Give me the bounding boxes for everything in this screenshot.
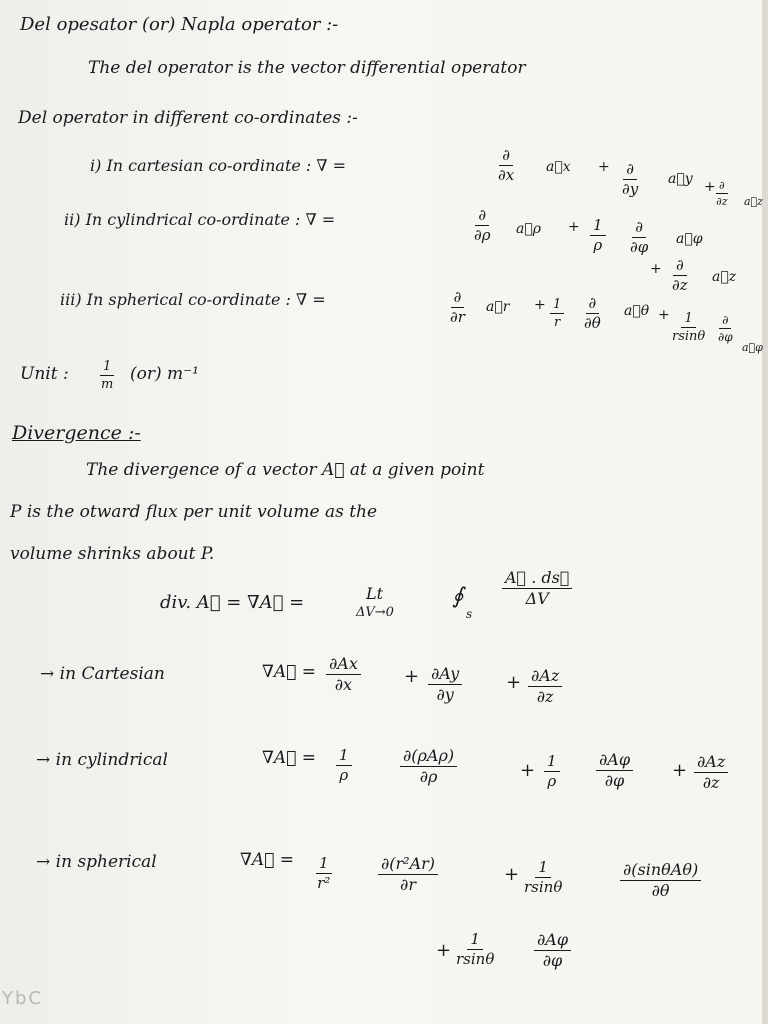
numerator: ∂(r²Ar) <box>378 856 438 875</box>
unit-label: Unit : <box>20 364 69 384</box>
div-cartesian-term-z <box>528 668 562 706</box>
denominator: ∂x <box>334 674 353 694</box>
numerator: 1 <box>681 312 695 328</box>
denominator: ΔV <box>525 588 549 608</box>
heading-del-coordinates: Del operator in different co-ordinates :- <box>18 108 358 128</box>
div-spherical-term-theta <box>620 862 701 900</box>
limit-symbol: Lt <box>366 584 384 603</box>
numerator: ∂(ρAρ) <box>400 748 457 767</box>
denominator: rsinθ <box>524 877 563 896</box>
plus-sign: + <box>650 261 662 277</box>
plus-sign: + <box>672 760 688 781</box>
numerator: 1 <box>316 856 332 874</box>
cylindrical-term-rho <box>474 208 491 244</box>
denominator: ∂x <box>498 165 515 184</box>
numerator: ∂Az <box>528 668 562 687</box>
numerator: ∂ <box>716 180 728 194</box>
denominator: ρ <box>339 765 349 784</box>
div-cylindrical-lhs: ∇A⃗ = <box>262 748 316 768</box>
denominator: ∂r <box>450 307 465 326</box>
plus-sign: + <box>520 760 536 781</box>
unit-alternative: (or) m⁻¹ <box>130 364 199 384</box>
unit-vector-az: a⃗z <box>744 195 763 208</box>
unit-vector-az: a⃗z <box>712 269 737 285</box>
numerator: ∂(sinθAθ) <box>620 862 701 881</box>
denominator: ∂r <box>400 874 416 894</box>
del-definition: The del operator is the vector differential operator <box>88 58 526 78</box>
div-spherical-term-r <box>378 856 438 894</box>
denominator: rsinθ <box>672 328 706 344</box>
cartesian-term-x <box>498 148 514 184</box>
numerator: ∂ <box>623 162 637 180</box>
denominator: ∂z <box>702 772 720 792</box>
heading-del-operator: Del opesator (or) Napla operator :- <box>20 14 339 35</box>
spherical-label: iii) In spherical co-ordinate : ∇ = <box>60 290 326 309</box>
heading-divergence: Divergence :- <box>12 422 141 444</box>
numerator: 1 <box>535 860 551 878</box>
div-cartesian-lhs: ∇A⃗ = <box>262 662 316 682</box>
plus-sign: + <box>436 940 452 961</box>
denominator: ∂θ <box>584 313 601 332</box>
cartesian-term-y <box>622 162 638 198</box>
numerator: 1 <box>550 298 564 314</box>
numerator: 1 <box>100 360 114 376</box>
denominator: m <box>100 376 114 392</box>
plus-sign: + <box>404 666 420 687</box>
numerator: ∂Az <box>694 754 728 773</box>
numerator: ∂Aφ <box>534 932 571 951</box>
unit-vector-aphi: a⃗φ <box>676 231 703 247</box>
numerator: ∂ <box>719 314 731 329</box>
denominator: ρ <box>593 235 603 254</box>
cylindrical-label: ii) In cylindrical co-ordinate : ∇ = <box>64 210 336 229</box>
page-edge <box>762 0 768 1024</box>
numerator: ∂ <box>499 148 513 166</box>
denominator: ∂y <box>622 179 639 198</box>
plus-sign: + <box>506 672 522 693</box>
denominator: r² <box>317 873 331 892</box>
numerator: ∂Aφ <box>596 752 633 771</box>
denominator: rsinθ <box>456 949 495 968</box>
divergence-definition-line-1: The divergence of a vector A⃗ at a given point <box>86 460 485 480</box>
div-spherical-coef-3 <box>456 932 494 968</box>
limit-subscript: ΔV→0 <box>356 605 394 620</box>
div-cylindrical-term-z <box>694 754 728 792</box>
numerator: ∂ <box>586 296 600 314</box>
numerator: ∂ <box>451 290 465 308</box>
plus-sign: + <box>504 864 520 885</box>
numerator: ∂Ay <box>428 666 462 685</box>
divergence-formula-lhs: div. A⃗ = ∇A⃗ = <box>160 592 305 613</box>
denominator: ∂y <box>436 684 454 704</box>
spherical-term-r <box>450 290 465 326</box>
denominator: ∂θ <box>651 880 670 900</box>
unit-vector-arho: a⃗ρ <box>516 221 541 237</box>
numerator: 1 <box>590 218 606 236</box>
unit-vector-aphi: a⃗φ <box>742 341 763 354</box>
div-spherical-term-phi <box>534 932 571 970</box>
numerator: A⃗ . ds⃗ <box>502 570 572 589</box>
div-spherical-lhs: ∇A⃗ = <box>240 850 294 870</box>
divergence-definition-line-2: P is the otward flux per unit volume as the <box>10 502 378 522</box>
plus-sign: + <box>598 159 610 175</box>
cartesian-term-z <box>716 180 728 207</box>
numerator: 1 <box>336 748 352 766</box>
denominator: ∂ρ <box>474 225 491 244</box>
plus-sign: + <box>704 179 716 195</box>
unit-vector-atheta: a⃗θ <box>624 303 650 319</box>
denominator: ∂z <box>536 686 554 706</box>
spherical-coef-rsin <box>672 312 705 343</box>
div-spherical-coef-2 <box>524 860 562 896</box>
unit-vector-ar: a⃗r <box>486 299 510 315</box>
cylindrical-term-phi <box>630 220 648 256</box>
denominator: ρ <box>547 771 557 790</box>
plus-sign: + <box>534 297 546 313</box>
div-cylindrical-coef-1 <box>336 748 352 784</box>
flux-over-volume-fraction <box>502 570 572 608</box>
div-cylindrical-term-phi <box>596 752 633 790</box>
spherical-term-theta <box>584 296 601 332</box>
denominator: ∂φ <box>630 237 649 256</box>
div-spherical-label: → in spherical <box>36 852 157 872</box>
numerator: ∂ <box>632 220 646 238</box>
spherical-term-phi <box>718 314 733 343</box>
numerator: ∂ <box>475 208 489 226</box>
denominator: ∂φ <box>718 329 733 344</box>
numerator: 1 <box>467 932 483 950</box>
numerator: 1 <box>544 754 560 772</box>
watermark: YbC <box>2 988 43 1009</box>
plus-sign: + <box>568 219 580 235</box>
div-cartesian-term-y <box>428 666 462 704</box>
cylindrical-term-z <box>672 258 688 294</box>
numerator: ∂ <box>673 258 687 276</box>
denominator: r <box>554 314 561 330</box>
integral-subscript: s <box>466 607 473 621</box>
denominator: ∂ρ <box>419 766 438 786</box>
denominator: ∂z <box>716 194 728 208</box>
div-spherical-coef-1 <box>316 856 332 892</box>
denominator: ∂φ <box>604 770 625 790</box>
unit-vector-ay: a⃗y <box>668 171 693 187</box>
div-cylindrical-label: → in cylindrical <box>36 750 168 770</box>
unit-fraction <box>100 360 114 391</box>
div-cylindrical-coef-2 <box>544 754 560 790</box>
cartesian-label: i) In cartesian co-ordinate : ∇ = <box>90 156 347 175</box>
div-cartesian-label: → in Cartesian <box>40 664 165 684</box>
spherical-coef-r <box>550 298 564 329</box>
cylindrical-coef <box>590 218 606 254</box>
div-cylindrical-term-rho <box>400 748 457 786</box>
unit-vector-ax: a⃗x <box>546 159 571 175</box>
denominator: ∂z <box>672 275 688 294</box>
div-cartesian-term-x <box>326 656 361 694</box>
plus-sign: + <box>658 307 670 323</box>
divergence-definition-line-3: volume shrinks about P. <box>10 544 215 564</box>
closed-surface-integral: ∮ <box>452 584 464 609</box>
denominator: ∂φ <box>542 950 563 970</box>
numerator: ∂Ax <box>326 656 361 675</box>
